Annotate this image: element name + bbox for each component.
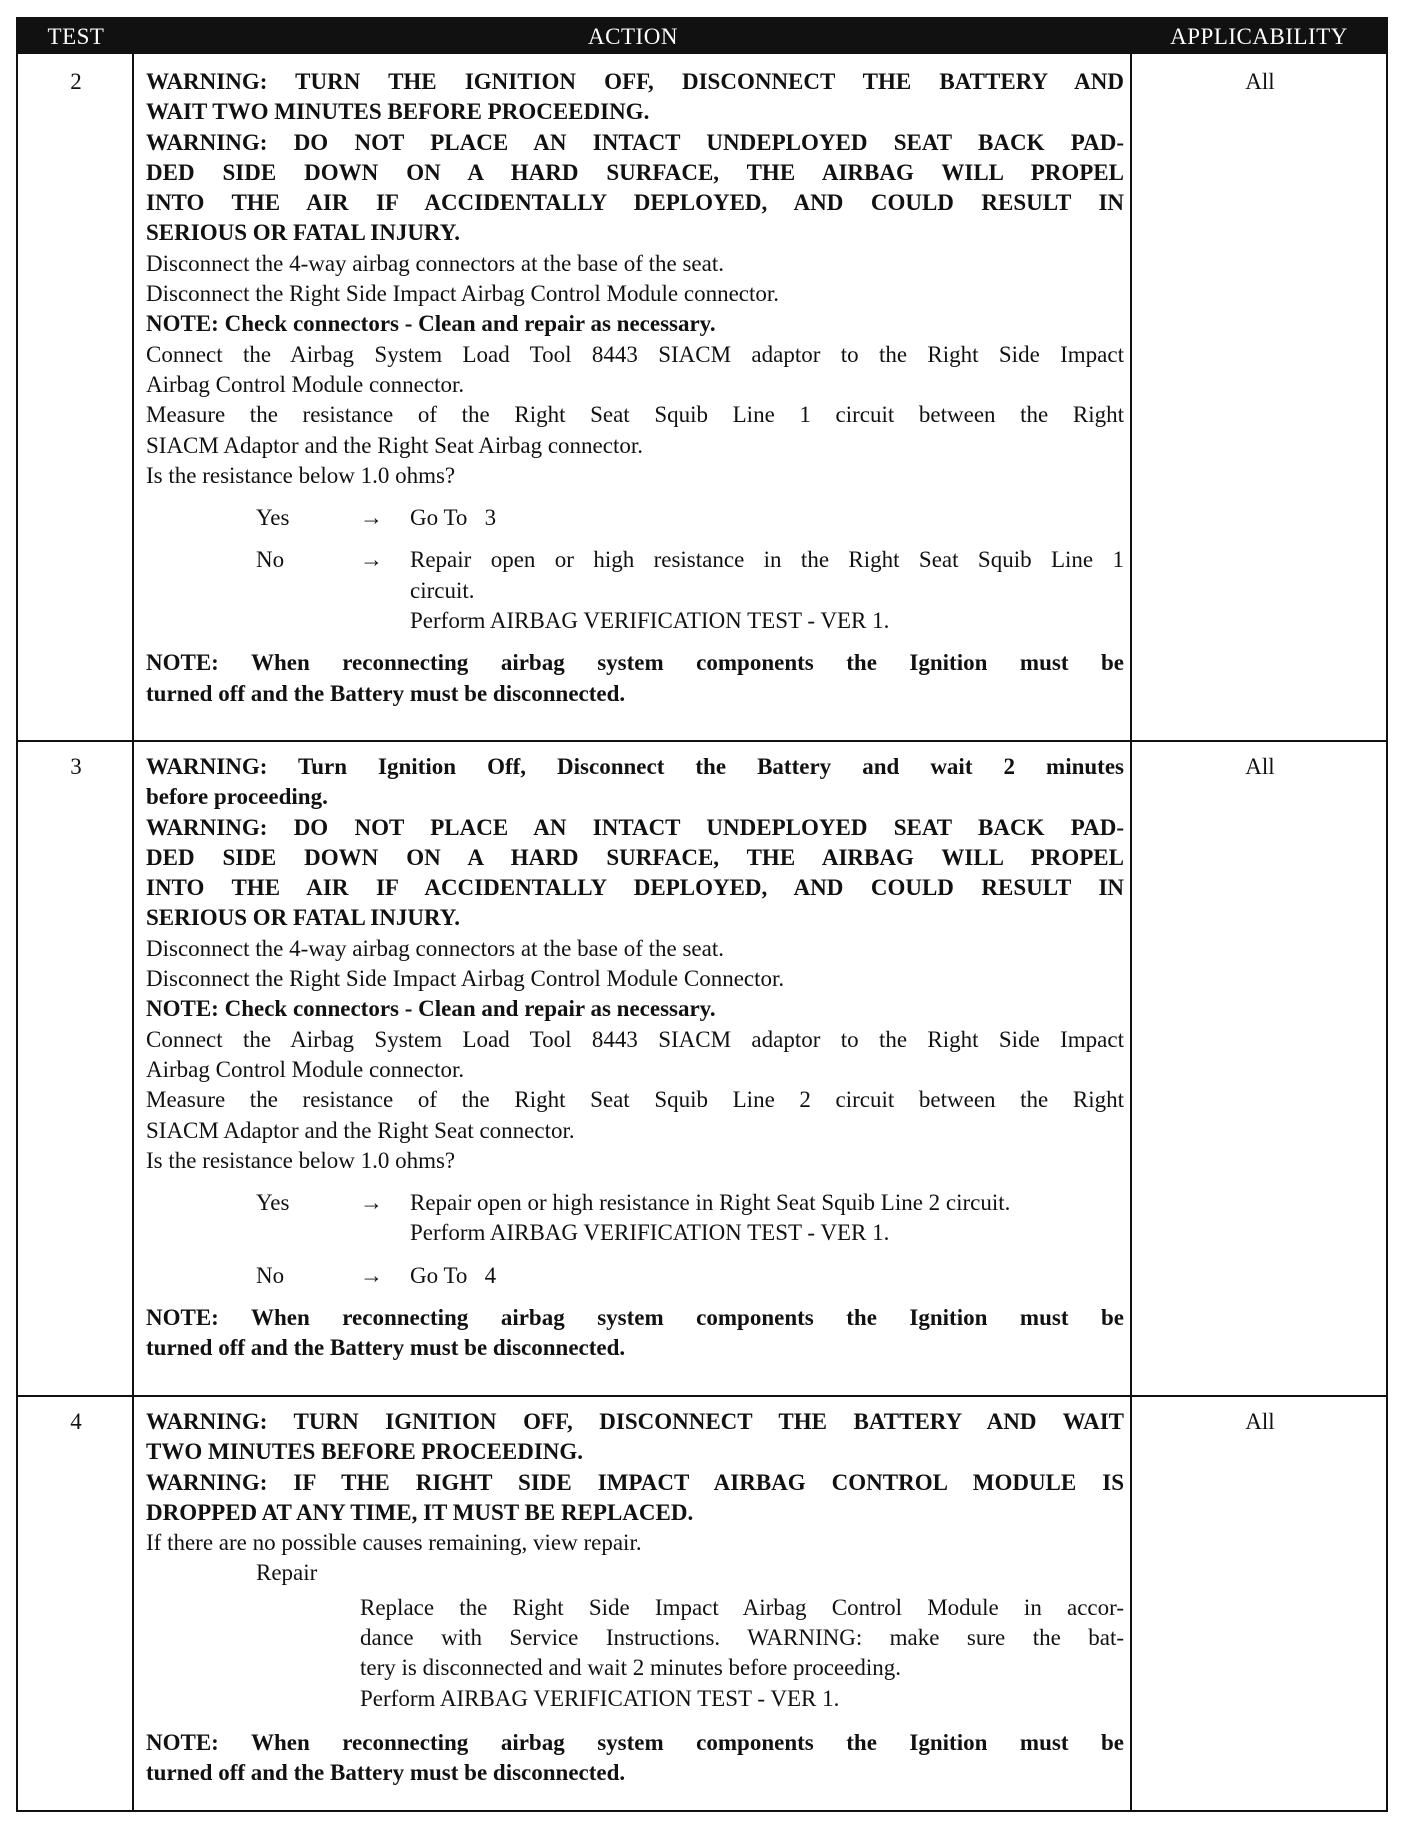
- test-action: [146, 67, 1124, 709]
- instruction-line: Connect the Airbag System Load Tool 8443 SIACM adaptor to the Right Side Impact: [146, 341, 1124, 367]
- yes-result: [410, 503, 1124, 533]
- column-divider: [1130, 19, 1132, 1810]
- result-line: Repair open or high resistance in Right Seat Squib Line 2 circuit.: [410, 1190, 1011, 1216]
- note-line: NOTE: When reconnecting airbag system components the Ignition must be: [146, 1305, 1124, 1331]
- yes-result: [410, 1188, 1124, 1249]
- test-number: 2: [70, 69, 82, 94]
- column-divider: [132, 19, 134, 1810]
- header-test: TEST: [18, 19, 134, 54]
- repair-line: tery is disconnected and wait 2 minutes before proceeding.: [360, 1655, 901, 1681]
- warning-line: WARNING: DO NOT PLACE AN INTACT UNDEPLOYED SEAT BACK PAD-: [146, 129, 1124, 155]
- instruction-line: Connect the Airbag System Load Tool 8443 SIACM adaptor to the Right Side Impact: [146, 1026, 1124, 1052]
- warning-line: before proceeding.: [146, 784, 328, 810]
- note-line: NOTE: Check connectors - Clean and repair as necessary.: [146, 996, 716, 1022]
- warning-line: WARNING: TURN IGNITION OFF, DISCONNECT THE BATTERY AND WAIT: [146, 1409, 1124, 1434]
- arrow-icon: →: [360, 505, 383, 531]
- instruction-line: Measure the resistance of the Right Seat Squib Line 1 circuit between the Right: [146, 402, 1124, 428]
- warning-line: TWO MINUTES BEFORE PROCEEDING.: [146, 1439, 584, 1465]
- warning-line: WARNING: TURN THE IGNITION OFF, DISCONNECT THE BATTERY AND: [146, 69, 1124, 94]
- no-label: No: [256, 547, 285, 573]
- repair-instructions: [146, 1593, 1124, 1714]
- no-result: [410, 1261, 1124, 1291]
- instruction-line: SIACM Adaptor and the Right Seat Airbag connector.: [146, 432, 643, 458]
- repair-line: dance with Service Instructions. WARNING: make sure the bat-: [360, 1625, 1124, 1651]
- result-line: Go To 4: [410, 1262, 497, 1288]
- row-divider: [18, 740, 1386, 742]
- arrow-icon: →: [360, 1190, 383, 1216]
- result-line: circuit.: [410, 577, 475, 603]
- yes-option: [146, 1188, 1124, 1249]
- note-line: NOTE: When reconnecting airbag system components the Ignition must be: [146, 650, 1124, 676]
- row-divider: [18, 1395, 1386, 1397]
- applicability-value: All: [1245, 69, 1275, 94]
- instruction-line: Disconnect the Right Side Impact Airbag Control Module Connector.: [146, 966, 785, 992]
- instruction-line: Airbag Control Module connector.: [146, 371, 465, 397]
- test-number: 4: [70, 1409, 82, 1434]
- repair-line: Perform AIRBAG VERIFICATION TEST - VER 1.: [360, 1685, 840, 1711]
- yes-label: Yes: [256, 505, 290, 531]
- yes-option: [146, 503, 1124, 533]
- no-option: [146, 1261, 1124, 1291]
- no-option: [146, 545, 1124, 636]
- header-action: ACTION: [134, 19, 1132, 54]
- test-action: [146, 752, 1124, 1364]
- test-number: 3: [70, 754, 82, 779]
- instruction-line: Measure the resistance of the Right Seat Squib Line 2 circuit between the Right: [146, 1087, 1124, 1113]
- warning-line: DED SIDE DOWN ON A HARD SURFACE, THE AIRBAG WILL PROPEL: [146, 844, 1124, 870]
- warning-line: WARNING: IF THE RIGHT SIDE IMPACT AIRBAG CONTROL MODULE IS: [146, 1469, 1124, 1495]
- warning-line: WAIT TWO MINUTES BEFORE PROCEEDING.: [146, 99, 650, 125]
- question-line: Is the resistance below 1.0 ohms?: [146, 462, 456, 488]
- instruction-line: SIACM Adaptor and the Right Seat connector.: [146, 1117, 575, 1143]
- warning-line: INTO THE AIR IF ACCIDENTALLY DEPLOYED, AND COULD RESULT IN: [146, 875, 1124, 901]
- instruction-line: If there are no possible causes remaining, view repair.: [146, 1530, 642, 1556]
- repair-line: Replace the Right Side Impact Airbag Control Module in accor-: [360, 1594, 1124, 1620]
- diagnostic-test-table: [16, 17, 1388, 1812]
- arrow-icon: →: [360, 1262, 383, 1288]
- note-line: NOTE: When reconnecting airbag system components the Ignition must be: [146, 1729, 1124, 1755]
- question-line: Is the resistance below 1.0 ohms?: [146, 1147, 456, 1173]
- note-line: turned off and the Battery must be disconnected.: [146, 1760, 626, 1786]
- instruction-line: Disconnect the Right Side Impact Airbag Control Module connector.: [146, 281, 780, 307]
- warning-line: DROPPED AT ANY TIME, IT MUST BE REPLACED.: [146, 1499, 694, 1525]
- instruction-line: Disconnect the 4-way airbag connectors at the base of the seat.: [146, 935, 724, 961]
- applicability-value: All: [1245, 1409, 1275, 1434]
- no-result: [410, 545, 1124, 636]
- header-applicability: APPLICABILITY: [1132, 19, 1386, 54]
- yes-label: Yes: [256, 1190, 290, 1216]
- result-line: Repair open or high resistance in the Right Seat Squib Line 1: [410, 547, 1124, 573]
- instruction-line: Disconnect the 4-way airbag connectors at the base of the seat.: [146, 250, 724, 276]
- applicability-value: All: [1245, 754, 1275, 779]
- result-line: Go To 3: [410, 505, 497, 531]
- no-label: No: [256, 1262, 285, 1288]
- result-line: Perform AIRBAG VERIFICATION TEST - VER 1.: [410, 608, 890, 634]
- repair-label: Repair: [256, 1560, 318, 1586]
- warning-line: SERIOUS OR FATAL INJURY.: [146, 220, 461, 246]
- test-action: [146, 1407, 1124, 1789]
- note-line: turned off and the Battery must be disconnected.: [146, 680, 626, 706]
- warning-line: WARNING: DO NOT PLACE AN INTACT UNDEPLOYED SEAT BACK PAD-: [146, 814, 1124, 840]
- warning-line: SERIOUS OR FATAL INJURY.: [146, 905, 461, 931]
- arrow-icon: →: [360, 547, 383, 573]
- instruction-line: Airbag Control Module connector.: [146, 1056, 465, 1082]
- warning-line: WARNING: Turn Ignition Off, Disconnect the Battery and wait 2 minutes: [146, 754, 1124, 779]
- warning-line: INTO THE AIR IF ACCIDENTALLY DEPLOYED, AND COULD RESULT IN: [146, 190, 1124, 216]
- result-line: Perform AIRBAG VERIFICATION TEST - VER 1.: [410, 1220, 890, 1246]
- warning-line: DED SIDE DOWN ON A HARD SURFACE, THE AIRBAG WILL PROPEL: [146, 159, 1124, 185]
- note-line: NOTE: Check connectors - Clean and repair as necessary.: [146, 311, 716, 337]
- note-line: turned off and the Battery must be disconnected.: [146, 1335, 626, 1361]
